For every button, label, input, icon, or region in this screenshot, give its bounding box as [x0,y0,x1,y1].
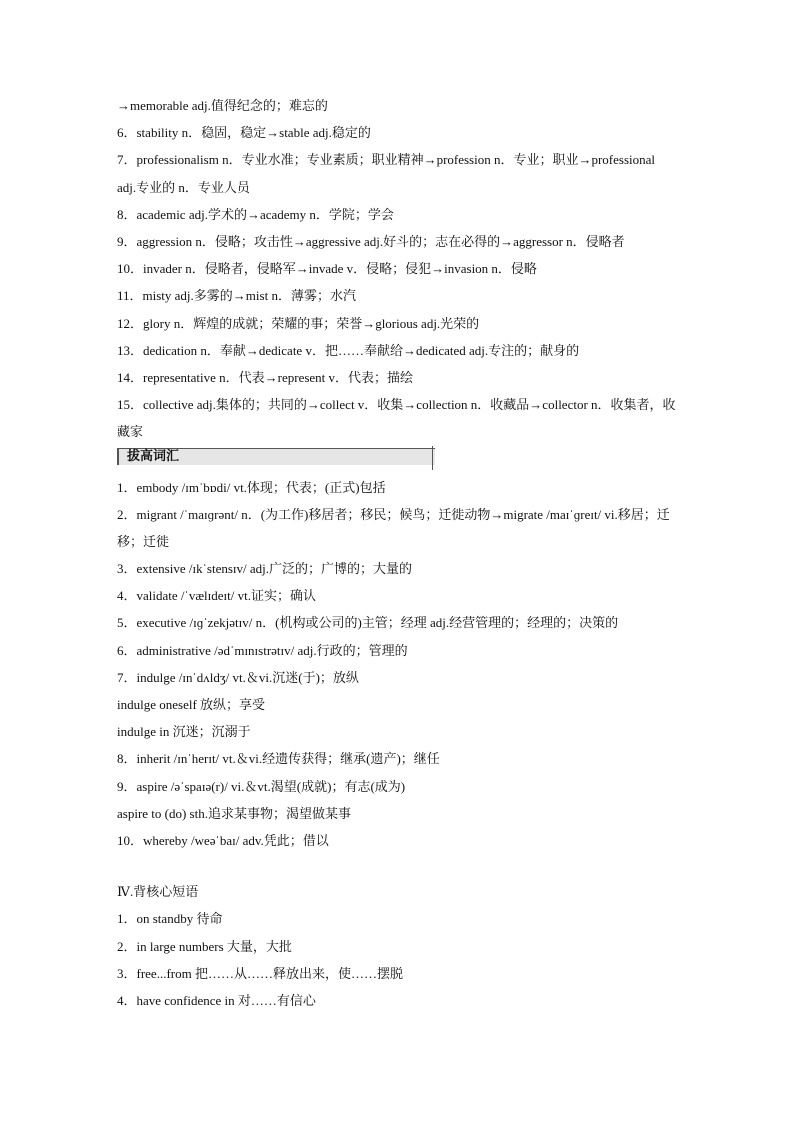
text-line: →memorable adj.值得纪念的；难忘的 [117,98,328,113]
document-content [117,92,677,1014]
vocab-line: 4．validate /ˈvælɪdeɪt/ vt.证实；确认 [117,588,316,604]
text-line: 10．invader n．侵略者，侵略军→invade v．侵略；侵犯→invasion n．侵略 [117,261,537,277]
text-line: 11．misty adj.多雾的→mist n．薄雾；水汽 [117,288,356,304]
text-line: 12．glory n．辉煌的成就；荣耀的事；荣誉→glorious adj.光荣的 [117,315,480,331]
vocab-line: 1．embody /ɪmˈbɒdi/ vt.体现；代表；(正式)包括 [117,479,386,495]
vocab-line: 10．whereby /weəˈbaɪ/ adv.凭此；借以 [117,832,329,848]
vocab-line: 9．aspire /əˈspaɪə(r)/ vi.＆vt.渴望(成就)；有志(成为) [117,778,406,794]
vocab-line: 6．administrative /ədˈmɪnɪstrətɪv/ adj.行政的；管理的 [117,642,408,658]
text-line: 13．dedication n．奉献→dedicate v．把……奉献给→dedicated adj.专注的；献身的 [117,342,580,358]
text-line: 7．professionalism n．专业水准；专业素质；职业精神→profession n．专业；职业→professional adj.专业的 n．专业人员 [117,152,656,195]
section2-title: Ⅳ.背核心短语 [117,884,199,900]
spacer [117,854,677,878]
vocab-line: 2．migrant /ˈmaɪɡrənt/ n．(为工作)移居者；移民；候鸟；迁徙动物→migrate /maɪˈɡreɪt/ vi.移居；迁移；迁徙 [117,506,670,549]
section-header-divider [432,446,433,470]
vocab-line: 7．indulge /ɪnˈdʌldʒ/ vt.＆vi.沉迷(于)；放纵 [117,669,359,685]
vocab-line: 5．executive /ɪɡˈzekjətɪv/ n．(机构或公司的)主管；经理 adj.经营管理的；经理的；决策的 [117,615,619,631]
text-line: 9．aggression n．侵略；攻击性→aggressive adj.好斗的；志在必得的→aggressor n．侵略者 [117,233,625,249]
vocab-line: 3．extensive /ɪkˈstensɪv/ adj.广泛的；广博的；大量的 [117,561,413,577]
vocab-line: 8．inherit /ɪnˈherɪt/ vt.＆vi.经遗传获得；继承(遗产)；继任 [117,751,440,767]
phrase-line: 1．on standby 待命 [117,911,223,927]
phrase-line: 3．free...from 把……从……释放出来，使……摆脱 [117,965,403,981]
vocab-line: indulge in 沉迷；沉溺于 [117,724,251,740]
text-line: 6．stability n．稳固，稳定→stable adj.稳定的 [117,125,371,141]
section-header-bar [117,448,433,468]
vocab-line: indulge oneself 放纵；享受 [117,697,266,713]
text-line: 8．academic adj.学术的→academy n．学院；学会 [117,206,394,222]
phrase-line: 2．in large numbers 大量，大批 [117,938,292,954]
text-line: 15．collective adj.集体的；共同的→collect v．收集→collection n．收藏品→collector n．收集者，收藏家 [117,397,676,440]
section-header-label-box [117,448,435,465]
phrase-line: 4．have confidence in 对……有信心 [117,992,316,1008]
text-line: 14．representative n．代表→represent v．代表；描绘 [117,369,414,385]
vocab-line: aspire to (do) sth.追求某事物；渴望做某事 [117,805,351,821]
section-title: 拔高词汇 [127,448,180,464]
